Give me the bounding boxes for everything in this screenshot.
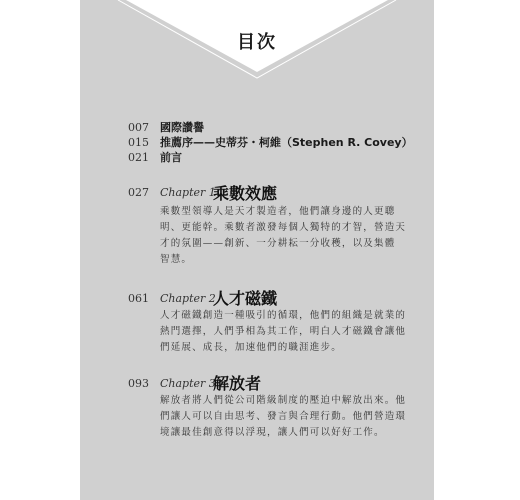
description-line: 才的氛圍——創新、一分耕耘一分收穫，以及集體 <box>160 238 396 249</box>
description-line: 乘數型領導人是天才製造者，他們讓身邊的人更聰 <box>160 206 396 217</box>
entry-title: 國際讚譽 <box>160 121 204 134</box>
description-line: 智慧。 <box>160 254 193 265</box>
chapter-title: 乘數效應 <box>213 184 278 203</box>
entry-title: 前言 <box>160 151 182 164</box>
chapter-label: Chapter 3 <box>160 377 216 390</box>
chapter-title: 人才磁鐵 <box>213 289 278 308</box>
description-line: 們延展、成長，加速他們的職涯進步。 <box>160 342 342 353</box>
chapter-description <box>160 393 407 441</box>
page-number: 061 <box>128 292 149 305</box>
page-number: 021 <box>128 151 149 164</box>
page-number: 093 <box>128 377 149 390</box>
page-number: 007 <box>128 121 149 134</box>
chapter-description <box>160 204 407 268</box>
chapter-description <box>160 308 407 356</box>
page-number: 027 <box>128 186 149 199</box>
description-line: 人才磁鐵創造一種吸引的循環，他們的組織是就業的 <box>160 310 407 321</box>
page-number: 015 <box>128 136 149 149</box>
book-page <box>80 0 434 500</box>
description-line: 解放者將人們從公司階級制度的壓迫中解放出來。他 <box>160 395 407 406</box>
description-line: 境讓最佳創意得以浮現，讓人們可以好好工作。 <box>160 427 385 438</box>
description-line: 熱門選擇，人們爭相為其工作，明白人才磁鐵會讓他 <box>160 326 407 337</box>
entry-title: 推薦序——史蒂芬・柯維（Stephen R. Covey） <box>160 136 413 149</box>
toc-title: 目次 <box>237 32 277 53</box>
description-line: 們讓人可以自由思考、發言與合理行動。他們營造環 <box>160 411 407 422</box>
chapter-title: 解放者 <box>213 374 262 393</box>
chapter-label: Chapter 1 <box>160 186 216 199</box>
description-line: 明、更能幹。乘數者激發每個人獨特的才智，營造天 <box>160 222 407 233</box>
chapter-label: Chapter 2 <box>160 292 216 305</box>
